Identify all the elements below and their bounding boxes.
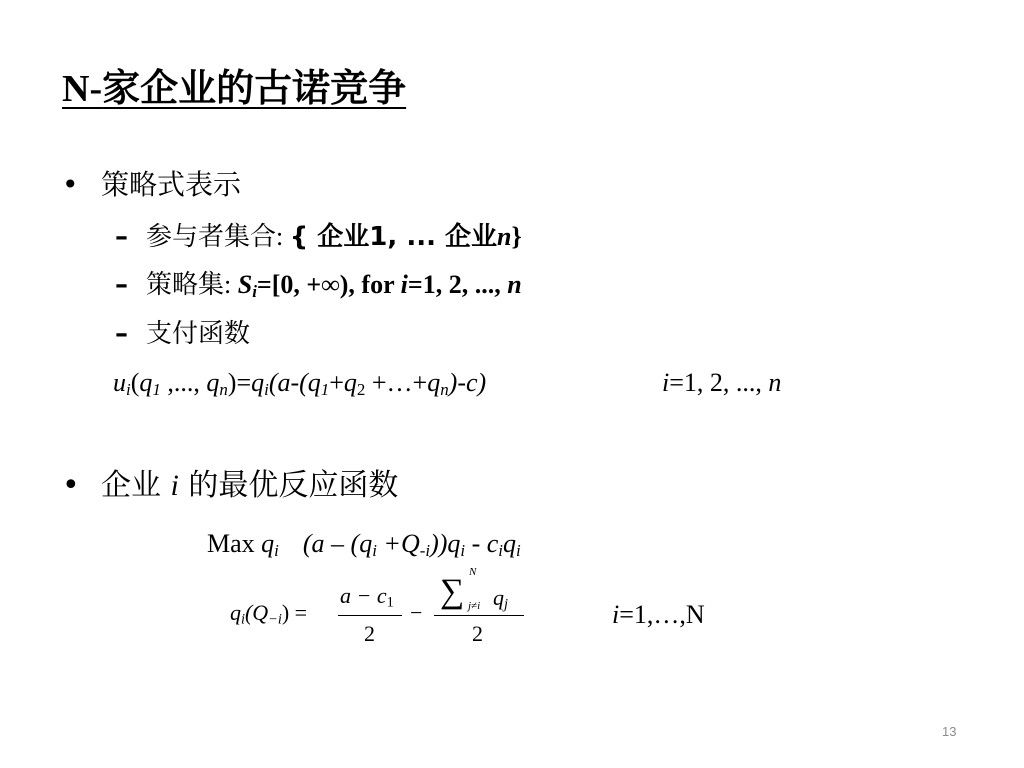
fraction1-bar — [338, 615, 402, 616]
players-line: 参与者集合: { 企业1, ... 企业n} — [146, 222, 522, 252]
payoff-label: 支付函数 — [146, 319, 251, 349]
players-set: { 企业1, ... 企业 — [289, 222, 498, 252]
strategy-S: S — [237, 270, 253, 299]
dash-marker: – — [115, 319, 128, 349]
page-number: 13 — [942, 724, 957, 739]
strategy-sub-i: i — [252, 282, 257, 302]
title-prefix: N- — [62, 68, 103, 110]
bullet-marker: • — [62, 168, 79, 201]
players-label: 参与者集合 — [146, 222, 277, 252]
strategy-line: 策略集: $S_i=[0$, +∞), for i=1, 2, ..., n — [146, 270, 522, 302]
fraction2-bar — [434, 615, 524, 616]
bullet-marker: • — [62, 468, 80, 503]
players-n: n — [497, 222, 512, 251]
payoff-range: i=1, 2, ..., n — [662, 368, 782, 397]
sum-lower-limit: j≠i — [468, 600, 481, 612]
fraction1-denominator: 2 — [364, 621, 375, 646]
strategy-n: n — [507, 270, 522, 299]
title-text: 家企业的古诺竞争 — [102, 66, 407, 110]
players-close: } — [511, 222, 522, 251]
strategy-rest: =[0, +∞), for — [256, 270, 401, 299]
sum-symbol: ∑ — [440, 573, 465, 610]
response-lhs: $q_i(Q_{-i})$ = — [230, 600, 308, 628]
dash-marker: – — [115, 222, 128, 252]
section1-heading: 策略式表示 — [101, 168, 242, 201]
dash-marker: – — [115, 270, 128, 300]
sum-term: $q_j$ — [493, 585, 508, 613]
section2-heading: 企业 i 的最优反应函数 — [101, 468, 399, 503]
sum-upper-limit: N — [469, 566, 477, 578]
payoff-formula: $u_i(q_1$ ,..., $q_n)=q_i(a-(q_1+q_2$ $+\dots+q_n)-c$) — [113, 368, 487, 400]
slide-title — [62, 62, 406, 115]
strategy-i: i — [400, 270, 408, 299]
max-objective: Max $q_i$ $(a - (q_i +Q_{-i}))q_i - c_iq_i$ — [207, 529, 521, 561]
response-minus: − — [410, 600, 423, 625]
response-range: i=1,…,N — [612, 600, 705, 629]
strategy-range: =1, 2, ..., — [407, 270, 508, 299]
fraction1-numerator: $a - c_1$ — [340, 583, 394, 611]
strategy-label: 策略集 — [146, 270, 225, 300]
fraction2-denominator: 2 — [472, 621, 483, 646]
